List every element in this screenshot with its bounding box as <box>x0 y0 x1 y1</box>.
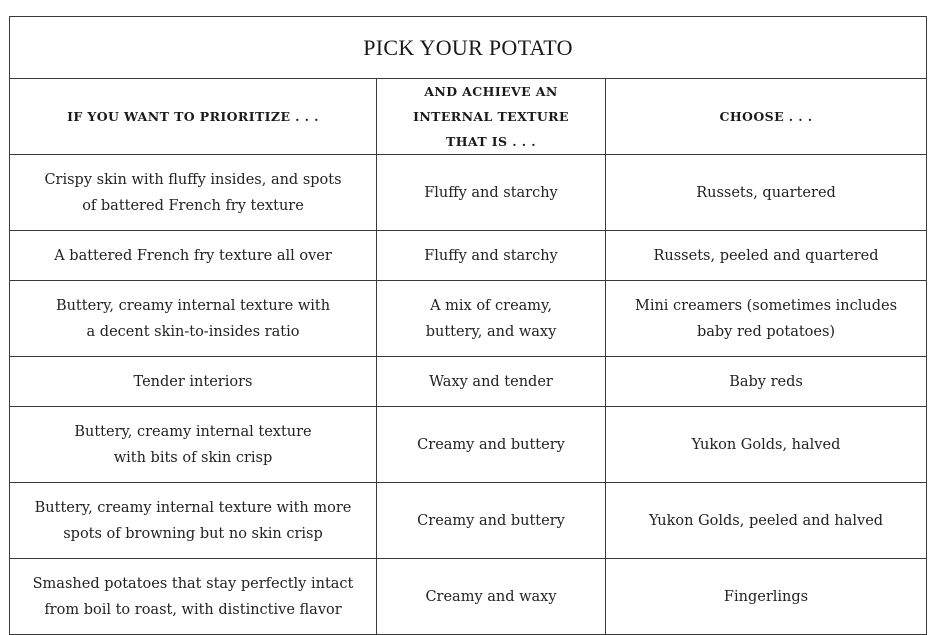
cell-priority-line: Smashed potatoes that stay perfectly intact <box>32 575 354 592</box>
table-row <box>10 231 927 281</box>
cell-texture-line: buttery, and waxy <box>425 323 557 340</box>
cell-choice-line: Russets, quartered <box>696 184 836 201</box>
header-row <box>10 79 927 155</box>
cell-texture-line: Creamy and waxy <box>425 588 557 605</box>
table-row <box>10 155 927 231</box>
cell-priority <box>10 357 377 407</box>
cell-texture-line: Creamy and buttery <box>417 512 565 529</box>
table-row <box>10 281 927 357</box>
potato-table <box>9 16 927 635</box>
cell-texture <box>377 559 606 635</box>
cell-texture <box>377 483 606 559</box>
cell-texture-line: Creamy and buttery <box>417 436 565 453</box>
table-body <box>10 155 927 635</box>
cell-priority-line: Crispy skin with fluffy insides, and spots <box>44 171 342 188</box>
cell-priority-line: spots of browning but no skin crisp <box>63 525 323 542</box>
cell-choice <box>606 483 927 559</box>
cell-priority-line: a decent skin-to-insides ratio <box>86 323 300 340</box>
cell-priority-line: with bits of skin crisp <box>113 449 273 466</box>
table-title: PICK YOUR POTATO <box>10 17 927 79</box>
cell-texture-line: Fluffy and starchy <box>424 247 558 264</box>
cell-priority-line: Tender interiors <box>133 373 253 390</box>
cell-priority <box>10 281 377 357</box>
cell-priority-line: Buttery, creamy internal texture with <box>55 297 331 314</box>
cell-priority-line: from boil to roast, with distinctive flavor <box>44 601 342 618</box>
header-texture-text: AND ACHIEVE AN INTERNAL TEXTURE THAT IS . . . <box>413 84 569 149</box>
cell-choice-line: Yukon Golds, peeled and halved <box>648 512 884 529</box>
table-row <box>10 559 927 635</box>
cell-choice <box>606 357 927 407</box>
cell-priority-line: Buttery, creamy internal texture <box>74 423 312 440</box>
cell-priority <box>10 559 377 635</box>
cell-priority <box>10 407 377 483</box>
table-row <box>10 357 927 407</box>
cell-texture <box>377 281 606 357</box>
cell-choice-line: Mini creamers (sometimes includes <box>634 297 898 314</box>
header-choose: CHOOSE . . . <box>606 79 927 155</box>
cell-priority <box>10 155 377 231</box>
cell-priority-line: Buttery, creamy internal texture with more <box>34 499 352 516</box>
cell-texture-line: A mix of creamy, <box>430 297 552 314</box>
cell-choice <box>606 407 927 483</box>
title-row <box>10 17 927 79</box>
cell-texture-line: Waxy and tender <box>429 373 553 390</box>
cell-choice-line: Russets, peeled and quartered <box>653 247 879 264</box>
table-row <box>10 407 927 483</box>
cell-texture <box>377 155 606 231</box>
cell-priority <box>10 483 377 559</box>
cell-choice-line: Fingerlings <box>723 588 809 605</box>
cell-texture-line: Fluffy and starchy <box>424 184 558 201</box>
cell-texture <box>377 357 606 407</box>
cell-choice <box>606 281 927 357</box>
cell-choice <box>606 231 927 281</box>
cell-priority-line: of battered French fry texture <box>82 197 304 214</box>
cell-texture <box>377 231 606 281</box>
table-row <box>10 483 927 559</box>
cell-choice-line: Baby reds <box>729 373 803 390</box>
cell-priority-line: A battered French fry texture all over <box>54 247 332 264</box>
cell-choice-line: Yukon Golds, halved <box>691 436 841 453</box>
cell-choice <box>606 559 927 635</box>
cell-choice-line: baby red potatoes) <box>696 323 836 340</box>
cell-priority <box>10 231 377 281</box>
cell-texture <box>377 407 606 483</box>
cell-choice <box>606 155 927 231</box>
header-prioritize: IF YOU WANT TO PRIORITIZE . . . <box>10 79 377 155</box>
header-texture <box>377 79 606 155</box>
